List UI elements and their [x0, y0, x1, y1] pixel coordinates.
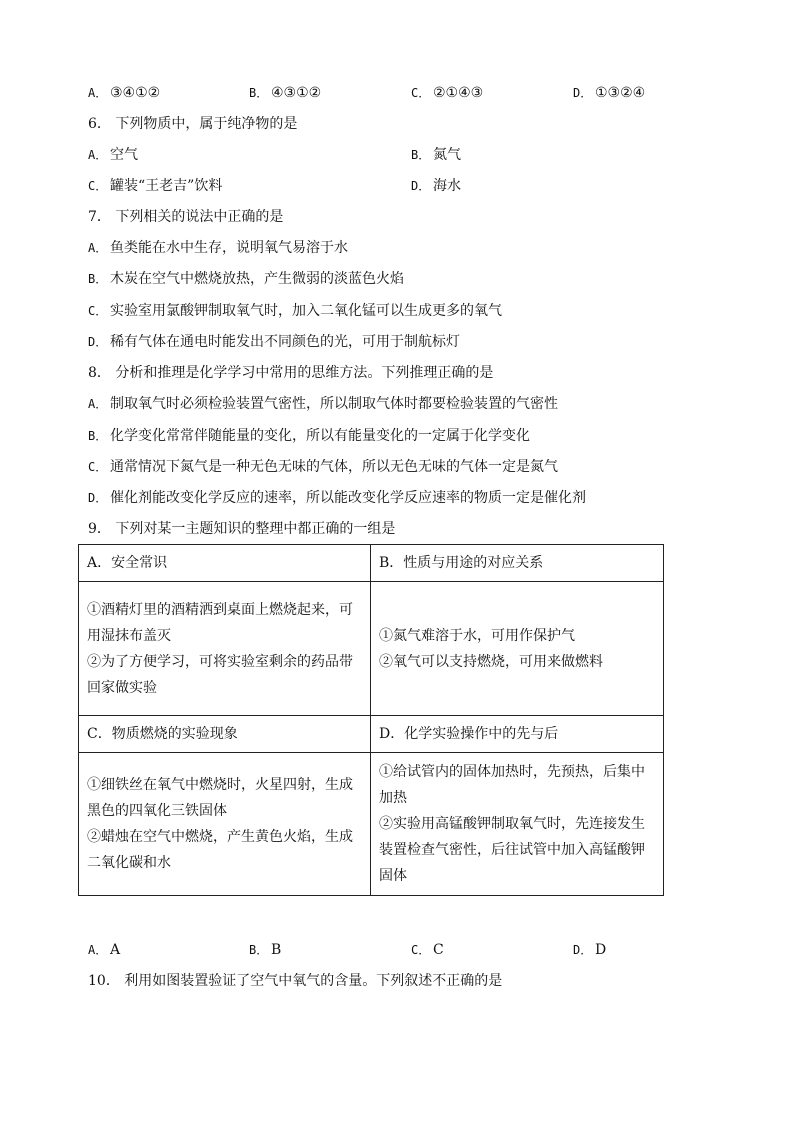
table-cell-d-head: D．化学实验操作中的先与后: [371, 716, 664, 753]
option-label: B．: [411, 148, 431, 162]
option-text: C: [433, 942, 444, 958]
option-label: C．: [88, 304, 108, 318]
table-cell-b-body: [371, 582, 664, 716]
option-label: A．: [88, 86, 108, 100]
q5-option-a: [88, 84, 160, 102]
q5-option-c: [411, 84, 483, 102]
option-text: 催化剂能改变化学反应的速率，所以能改变化学反应速率的物质一定是催化剂: [110, 490, 586, 506]
option-text: 化学变化常常伴随能量的变化，所以有能量变化的一定属于化学变化: [110, 428, 530, 444]
option-text: 罐装“王老吉”饮料: [110, 178, 223, 194]
option-label: A．: [88, 148, 108, 162]
option-label: C．: [88, 179, 108, 193]
q9-option-c: [411, 941, 444, 959]
option-label: B．: [88, 429, 108, 443]
q6-option-b: [411, 146, 461, 164]
option-label: C．: [88, 460, 108, 474]
option-text: 实验室用氯酸钾制取氧气时，加入二氧化锰可以生成更多的氧气: [110, 303, 502, 319]
option-text: ①③②④: [595, 85, 646, 101]
option-text: A: [110, 942, 121, 958]
q9-stem: 9． 下列对某一主题知识的整理中都正确的一组是: [88, 521, 396, 537]
option-label: C．: [411, 943, 431, 957]
option-text: ②①④③: [433, 85, 484, 101]
q6-option-d: [411, 177, 461, 195]
q7-option-b: [88, 270, 404, 288]
q7-stem: 7． 下列相关的说法中正确的是: [88, 209, 284, 225]
option-label: D．: [411, 179, 431, 193]
option-label: D．: [573, 943, 593, 957]
option-text: 空气: [110, 147, 138, 163]
q8-option-a: [88, 395, 558, 413]
option-text: 木炭在空气中燃烧放热，产生微弱的淡蓝色火焰: [110, 271, 404, 287]
table-cell-c-body: [79, 753, 371, 896]
cell-line: ②为了方便学习，可将实验室剩余的药品带回家做实验: [87, 653, 353, 696]
option-text: 稀有气体在通电时能发出不同颜色的光，可用于制航标灯: [110, 334, 460, 350]
q6-option-c: [88, 177, 222, 195]
option-label: C．: [411, 86, 431, 100]
table-cell-d-body: [371, 753, 664, 896]
q5-option-d: [573, 84, 645, 102]
cell-line: ②实验用高锰酸钾制取氧气时，先连接发生装置检查气密性，后往试管中加入高锰酸钾固体: [379, 816, 645, 884]
table-cell-a-body: [79, 582, 371, 716]
q7-option-c: [88, 302, 502, 320]
table-cell-b-head: B．性质与用途的对应关系: [371, 545, 664, 582]
q9-option-a: [88, 941, 120, 959]
q9-option-d: [573, 941, 606, 959]
cell-line: ②蜡烛在空气中燃烧，产生黄色火焰，生成二氧化碳和水: [87, 829, 353, 871]
q8-stem: 8． 分析和推理是化学学习中常用的思维方法。下列推理正确的是: [88, 365, 494, 381]
q8-option-b: [88, 427, 530, 445]
option-label: A．: [88, 943, 108, 957]
q9-option-b: [249, 941, 281, 959]
option-text: B: [271, 942, 282, 958]
cell-line: ①氮气难溶于水，可用作保护气: [379, 627, 575, 644]
option-text: 海水: [433, 178, 461, 194]
option-text: 制取氧气时必须检验装置气密性，所以制取气体时都要检验装置的气密性: [110, 396, 558, 412]
option-label: A．: [88, 241, 108, 255]
q6-option-a: [88, 146, 138, 164]
table-cell-c-head: C．物质燃烧的实验现象: [79, 716, 371, 753]
q5-option-b: [249, 84, 321, 102]
option-text: 鱼类能在水中生存，说明氧气易溶于水: [110, 240, 348, 256]
option-label: D．: [88, 491, 108, 505]
cell-line: ①酒精灯里的酒精洒到桌面上燃烧起来，可用湿抹布盖灭: [87, 601, 353, 644]
q8-option-d: [88, 489, 586, 507]
option-label: D．: [88, 335, 108, 349]
q10-stem: 10． 利用如图装置验证了空气中氧气的含量。下列叙述不正确的是: [88, 973, 503, 989]
q6-stem: 6． 下列物质中，属于纯净物的是: [88, 116, 298, 132]
option-text: ④③①②: [271, 85, 322, 101]
option-label: A．: [88, 397, 108, 411]
option-label: B．: [249, 943, 269, 957]
q9-knowledge-table: [78, 544, 664, 896]
option-label: D．: [573, 86, 593, 100]
option-text: ③④①②: [110, 85, 161, 101]
q7-option-d: [88, 333, 460, 351]
option-label: B．: [249, 86, 269, 100]
cell-line: ①细铁丝在氧气中燃烧时，火星四射，生成黑色的四氧化三铁固体: [87, 777, 353, 819]
table-cell-a-head: A．安全常识: [79, 545, 371, 582]
option-label: B．: [88, 272, 108, 286]
option-text: 通常情况下氮气是一种无色无味的气体，所以无色无味的气体一定是氮气: [110, 459, 558, 475]
option-text: D: [595, 942, 607, 958]
q8-option-c: [88, 458, 558, 476]
q7-option-a: [88, 239, 348, 257]
cell-line: ①给试管内的固体加热时，先预热，后集中加热: [379, 764, 645, 806]
option-text: 氮气: [433, 147, 461, 163]
cell-line: ②氧气可以支持燃烧，可用来做燃料: [379, 653, 603, 670]
